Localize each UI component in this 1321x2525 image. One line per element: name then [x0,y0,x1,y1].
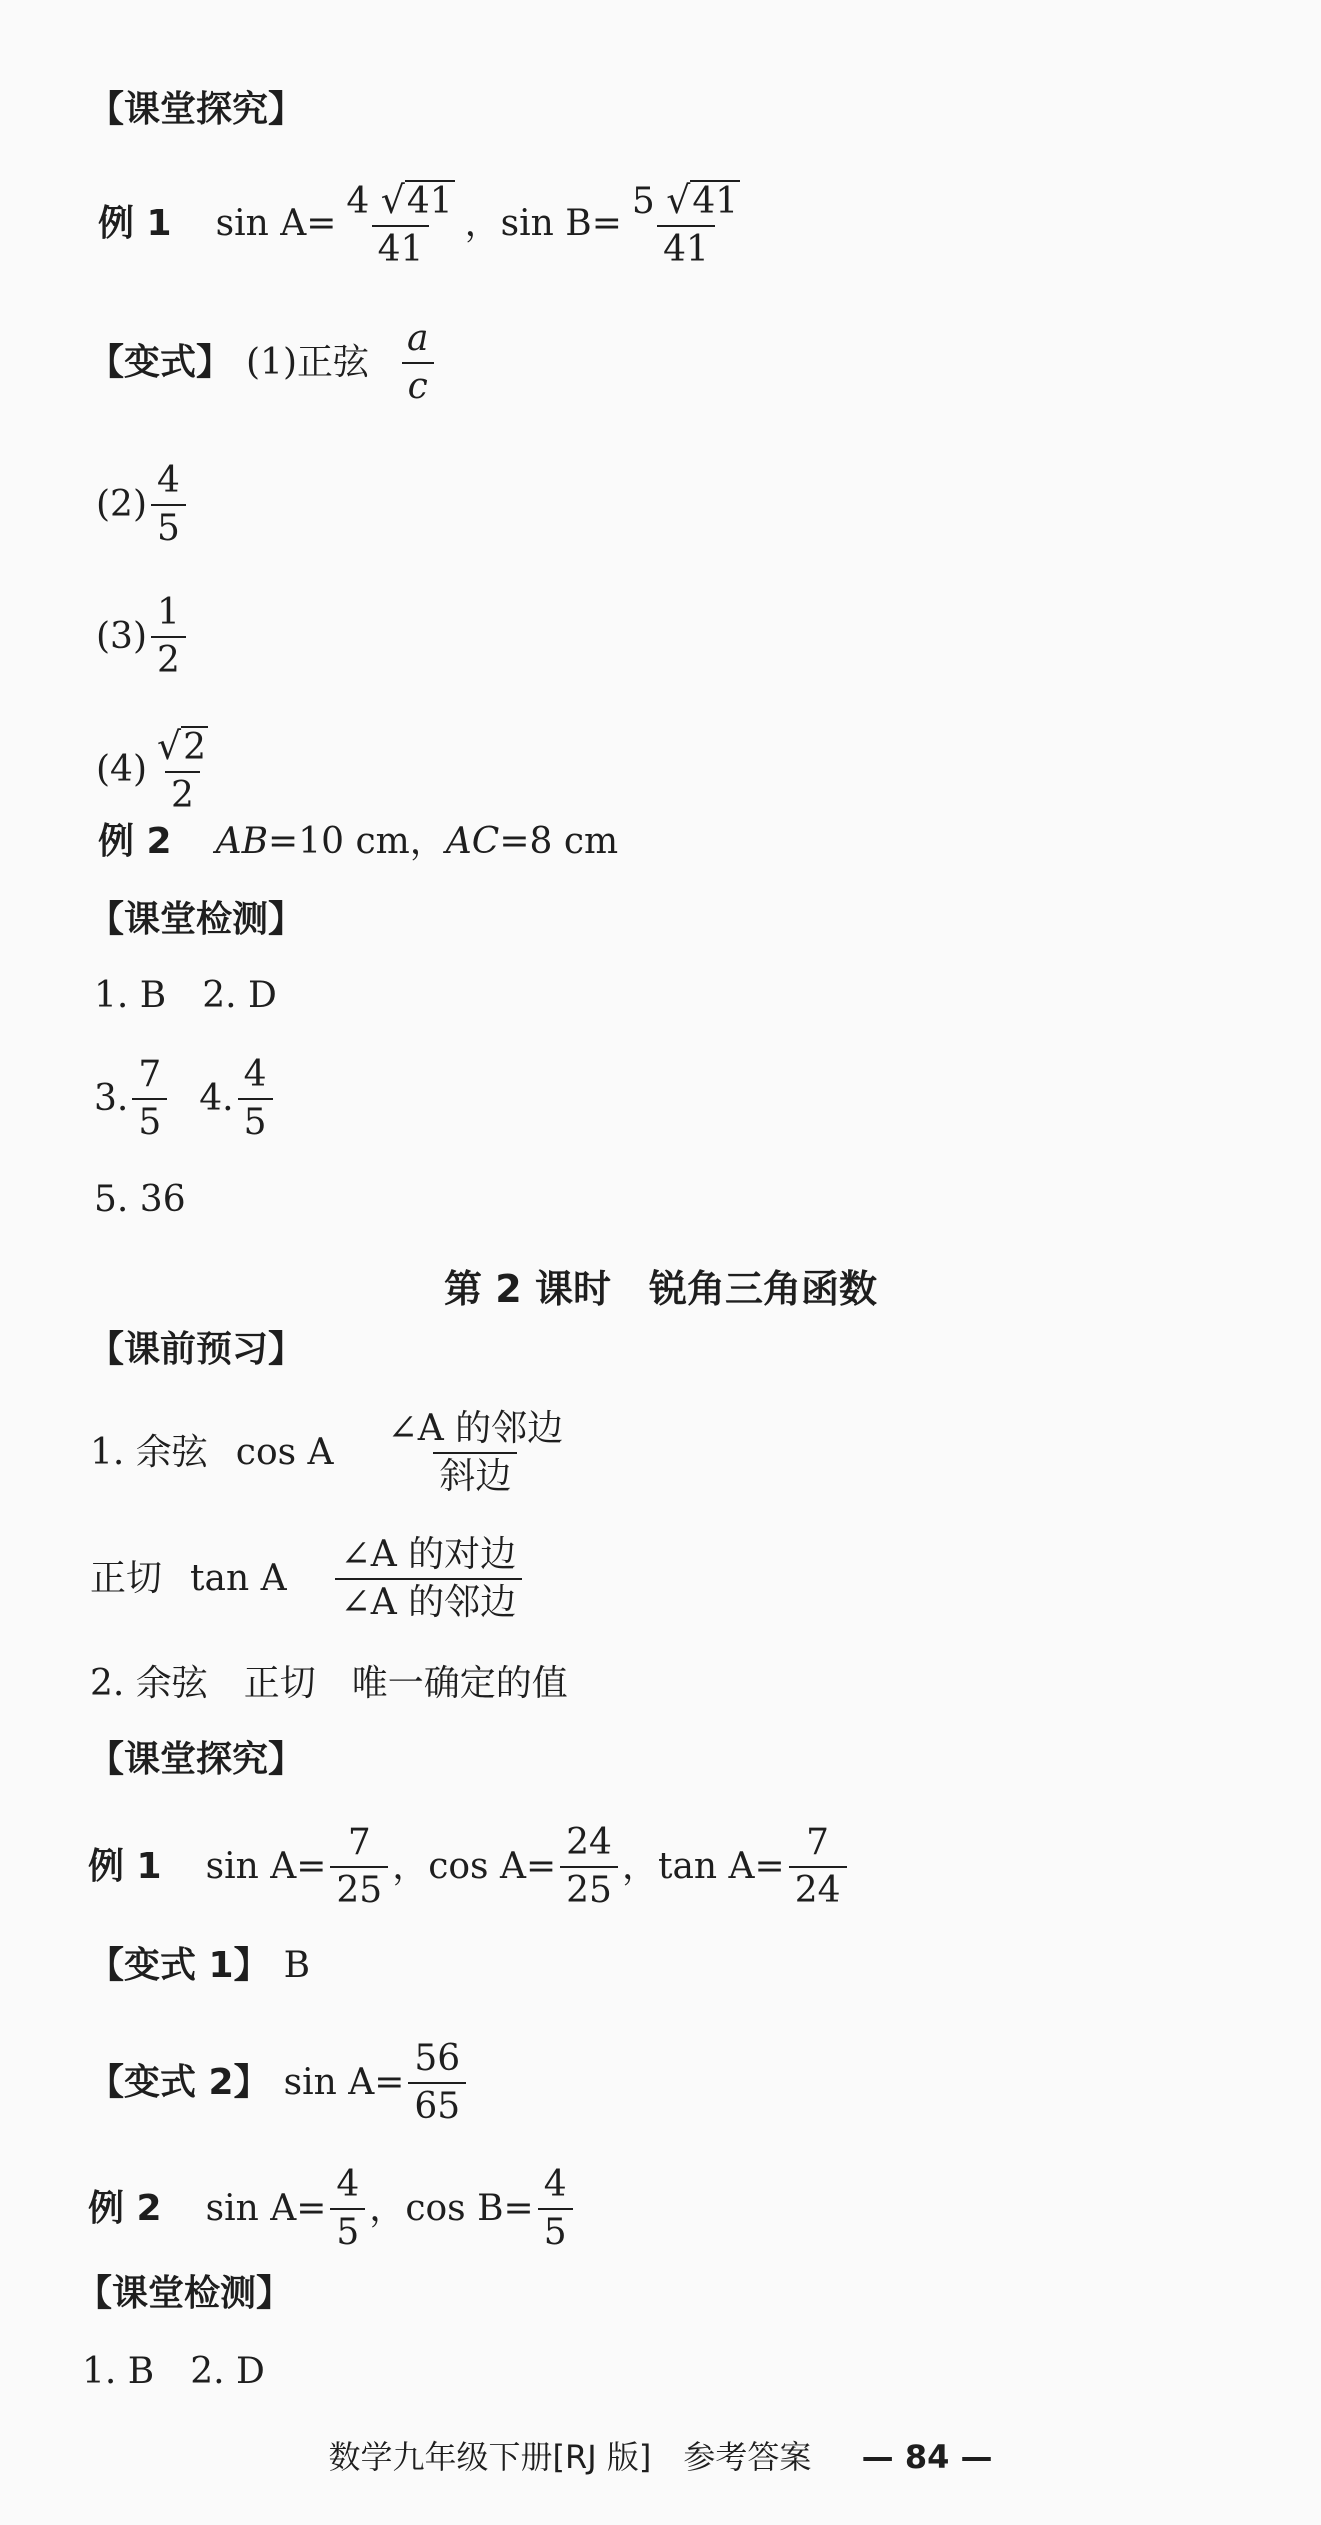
fraction-sqrt2-over-2: √ 2 2 [157,724,206,816]
equals-sign: = [591,203,622,245]
separator: ， [464,203,501,245]
section-heading-classroom-check: 【课堂检测】 [88,899,305,940]
variant-item-2-label: (2) [96,483,147,525]
lesson2-example-1: 例 1 sin A = $\frac{7}{25}$ ， cos A = $\frac{24}{25}$ ， tan A = $\frac{7}{24}$ [88,1824,851,1910]
variant-item-3-label: (3) [96,615,147,657]
example-label: 例 1 [98,203,172,245]
footer-book-title: 数学九年级下册[RJ 版] 参考答案 [328,2438,812,2476]
example-1-answer [98,180,750,269]
fraction-4-over-5-cos: $\frac{4}{5}$ [538,2166,573,2252]
section-heading-preview: 【课前预习】 [88,1329,305,1370]
example-label: 例 2 [98,821,172,862]
preview-item-1: 1. 余弦 cos A $\frac{\text{∠A 的邻边}}{\text{斜边}}$ [90,1410,573,1496]
fraction-56-over-65: $\frac{56}{65}$ [408,2040,466,2126]
variant-item-4 [96,726,218,815]
fraction-adjacent-over-hypotenuse: $\frac{\text{∠A 的邻边}}{\text{斜边}}$ [387,1408,564,1497]
fraction-4-over-5-sin: $\frac{4}{5}$ [330,2166,365,2252]
lesson2-variant-1: 【变式 1】 B [88,1945,311,1986]
sin-a-lhs: sin A [215,203,307,245]
fraction-24-over-25: $\frac{24}{25}$ [560,1824,618,1910]
check-answers-1-2: 1. B 2. D [94,975,277,1016]
variant-item-4-label: (4) [96,749,147,791]
example-2-answer: 例 2 AB =10 cm， AC =8 cm [98,821,619,862]
variant-item-2 [96,462,190,548]
fraction-7-over-5: $\frac{7}{5}$ [132,1056,167,1142]
lesson2-variant-2: 【变式 2】 sin A = $\frac{56}{65}$ [88,2040,470,2126]
preview-item-2: 2. 余弦 正切 唯一确定的值 [90,1663,568,1704]
lesson2-example-2: 例 2 sin A = $\frac{4}{5}$ ， cos B = $\frac{4}{5}$ [88,2166,577,2252]
fraction-7-over-24: $\frac{7}{24}$ [789,1824,847,1910]
fraction-sin-a: 4 √ 41 41 [346,178,453,270]
fraction-sin-b: 5 √ 41 41 [631,178,739,270]
page-number: — 84 — [861,2438,993,2476]
check-answer-5: 5. 36 [94,1179,186,1220]
variant-label: 【变式】 [88,341,233,383]
section-heading-classroom-inquiry: 【课堂探究】 [88,89,305,130]
variant-item-3 [96,594,190,680]
variant-item-1-text: (1)正弦 [246,341,370,383]
equals-sign: = [306,203,337,245]
fraction-4-over-5: $\frac{4}{5}$ [151,462,186,548]
sin-b-lhs: sin B [500,203,592,245]
section-heading-classroom-check-2: 【课堂检测】 [76,2273,293,2314]
check-answers-3-4: 3. $\frac{7}{5}$ 4. $\frac{4}{5}$ [94,1056,277,1142]
lesson2-check-answers: 1. B 2. D [82,2351,265,2392]
fraction-4-over-5: $\frac{4}{5}$ [238,1056,273,1142]
fraction-opposite-over-adjacent: $\frac{\text{∠A 的对边}}{\text{∠A 的邻边}}$ [335,1536,523,1622]
variant-item-1 [88,320,438,406]
preview-item-tangent: 正切 tan A $\frac{\text{∠A 的对边}}{\text{∠A 的邻边}}$ [90,1536,526,1622]
fraction-1-over-2: $\frac{1}{2}$ [151,594,186,680]
section-heading-classroom-inquiry-2: 【课堂探究】 [88,1739,305,1780]
fraction-7-over-25: $\frac{7}{25}$ [330,1824,388,1910]
page-footer [0,2432,1321,2478]
lesson-title: 第 2 课时 锐角三角函数 [444,1267,877,1311]
fraction-a-over-c: $\frac{a}{c}$ [401,320,434,406]
